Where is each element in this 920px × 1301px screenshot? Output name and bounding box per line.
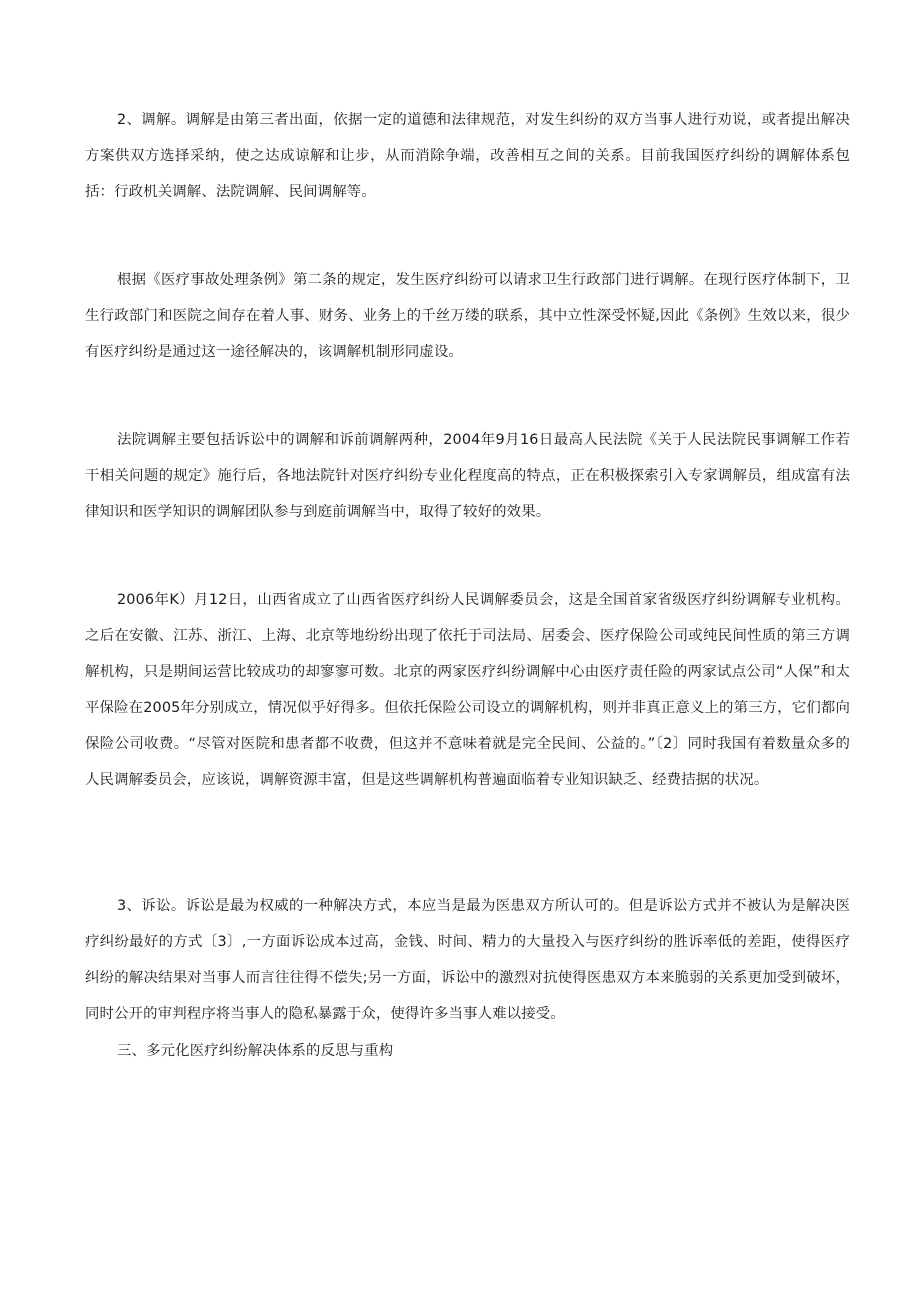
paragraph-litigation: 3、诉讼。诉讼是最为权威的一种解决方式，本应当是最为医患双方所认可的。但是诉讼方式并不被认为是解决医疗纠纷最好的方式〔3〕,一方面诉讼成本过高，金钱、时间、精力的大量投入与医疗纠纷的胜诉率低的差距，使得医疗纠纷的解决结果对当事人而言往往得不偿失;另一方面，诉讼中的激烈对抗使得医患双方本来脆弱的关系更加受到破坏，同时公开的审判程序将当事人的隐私暴露于众，使得许多当事人难以接受。	[85, 898, 850, 1022]
paragraph-administrative-mediation: 根据《医疗事故处理条例》第二条的规定，发生医疗纠纷可以请求卫生行政部门进行调解。在现行医疗体制下，卫生行政部门和医院之间存在着人事、财务、业务上的千丝万缕的联系，其中立性深受怀疑,因此《条例》生效以来，很少有医疗纠纷是通过这一途径解决的，该调解机制形同虚设。	[85, 272, 850, 360]
paragraph-court-mediation: 法院调解主要包括诉讼中的调解和诉前调解两种，2004年9月16日最高人民法院《关于人民法院民事调解工作若干相关问题的规定》施行后，各地法院针对医疗纠纷专业化程度高的特点，正在积极探索引入专家调解员，组成富有法律知识和医学知识的调解团队参与到庭前调解当中，取得了较好的效果。	[85, 432, 850, 520]
paragraph-mediation-intro: 2、调解。调解是由第三者出面，依据一定的道德和法律规范，对发生纠纷的双方当事人进行劝说，或者提出解决方案供双方选择采纳，使之达成谅解和让步，从而消除争端，改善相互之间的关系。目前我国医疗纠纷的调解体系包括：行政机关调解、法院调解、民间调解等。	[85, 112, 850, 200]
paragraph-third-party-mediation: 2006年K）月12日，山西省成立了山西省医疗纠纷人民调解委员会，这是全国首家省级医疗纠纷调解专业机构。之后在安徽、江苏、浙江、上海、北京等地纷纷出现了依托于司法局、居委会、医疗保险公司或纯民间性质的第三方调解机构，只是期间运营比较成功的却寥寥可数。北京的两家医疗纠纷调解中心由医疗责任险的两家试点公司“人保”和太平保险在2005年分别成立，情况似乎好得多。但依托保险公司设立的调解机构，则并非真正意义上的第三方，它们都向保险公司收费。“尽管对医院和患者都不收费，但这并不意味着就是完全民间、公益的。”〔2〕同时我国有着数量众多的人民调解委员会，应该说，调解资源丰富，但是这些调解机构普遍面临着专业知识缺乏、经费拮据的状况。	[85, 592, 850, 788]
section-heading-reflection: 三、多元化医疗纠纷解决体系的反思与重构	[117, 1043, 394, 1059]
